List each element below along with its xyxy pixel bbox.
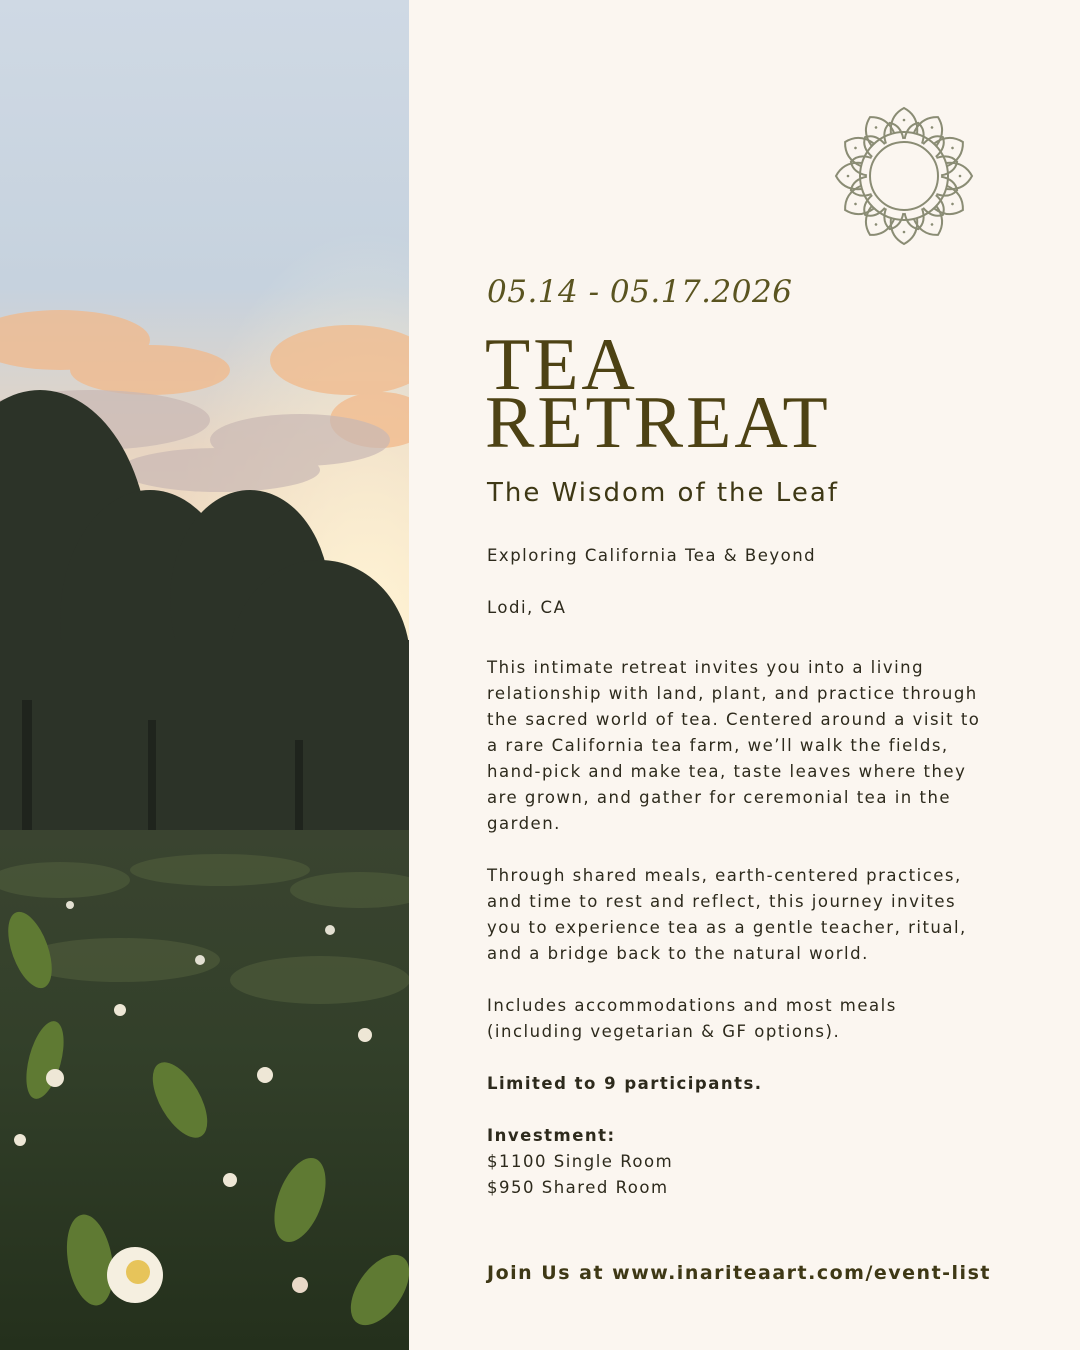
petal-dot xyxy=(854,202,858,206)
inner-petal-shape xyxy=(859,131,885,157)
participant-limit: Limited to 9 participants. xyxy=(487,1074,763,1093)
inner-petal-shape xyxy=(923,131,949,157)
petal-dot xyxy=(959,175,962,178)
petal-dot xyxy=(951,146,955,150)
description-paragraph-3 xyxy=(487,993,897,1045)
paragraph-line: garden. xyxy=(487,814,561,833)
paragraph-line: and time to rest and reflect, this journey invites xyxy=(487,892,957,911)
paragraph-line: the sacred world of tea. Centered around a visit to xyxy=(487,710,981,729)
title-line-2: RETREAT xyxy=(485,382,831,464)
event-dates: 05.14 - 05.17.2026 xyxy=(487,274,793,310)
event-location: Lodi, CA xyxy=(487,598,567,617)
paragraph-line: hand-pick and make tea, taste leaves where they xyxy=(487,762,967,781)
petal-dot xyxy=(874,223,878,227)
petal-dot xyxy=(874,126,878,130)
paragraph-line: Through shared meals, earth-centered practices, xyxy=(487,866,962,885)
inner-petal-shape xyxy=(859,195,885,221)
event-tagline: Exploring California Tea & Beyond xyxy=(487,546,817,565)
petal-dot xyxy=(951,202,955,206)
paragraph-line: relationship with land, plant, and practice through xyxy=(487,684,978,703)
paragraph-line: a rare California tea farm, we’ll walk the fields, xyxy=(487,736,949,755)
petal-dot xyxy=(930,223,934,227)
paragraph-line: you to experience tea as a gentle teacher, ritual, xyxy=(487,918,967,937)
paragraph-line: (including vegetarian & GF options). xyxy=(487,1022,841,1041)
price-shared-room: $950 Shared Room xyxy=(487,1178,669,1197)
price-single-room: $1100 Single Room xyxy=(487,1152,674,1171)
tea-field-photo xyxy=(0,0,409,1350)
inner-petal-shape xyxy=(923,195,949,221)
content-panel xyxy=(409,0,1080,1350)
description-paragraph-2 xyxy=(487,863,967,967)
title-line-1: TEA xyxy=(485,324,638,406)
petal-dot xyxy=(903,119,906,122)
mandala-lotus-icon xyxy=(833,105,975,247)
description-paragraph-1 xyxy=(487,655,980,837)
petal-dot xyxy=(854,146,858,150)
paragraph-line: are grown, and gather for ceremonial tea in the xyxy=(487,788,952,807)
paragraph-line: This intimate retreat invites you into a living xyxy=(487,658,925,677)
investment-block xyxy=(487,1123,673,1201)
page-title xyxy=(485,324,831,464)
petal-dot xyxy=(903,231,906,234)
paragraph-line: and a bridge back to the natural world. xyxy=(487,944,869,963)
petal-dot xyxy=(847,175,850,178)
event-subtitle: The Wisdom of the Leaf xyxy=(487,478,839,508)
landscape-illustration xyxy=(0,0,409,1350)
investment-label: Investment: xyxy=(487,1126,616,1145)
petal-dot xyxy=(930,126,934,130)
join-link[interactable]: Join Us at www.inariteaart.com/event-list xyxy=(487,1262,991,1284)
paragraph-line: Includes accommodations and most meals xyxy=(487,996,897,1015)
